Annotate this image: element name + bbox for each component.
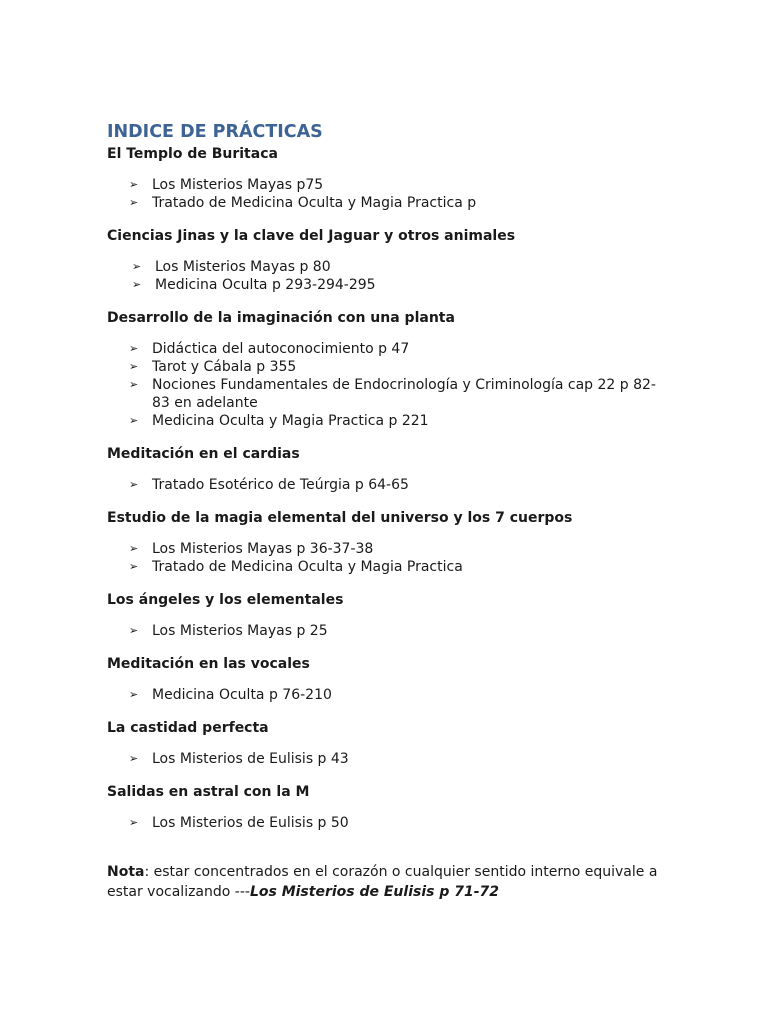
arrowhead-bullet-icon: ➢ bbox=[129, 342, 139, 355]
list-item: ➢ Tratado Esotérico de Teúrgia p 64-65 bbox=[129, 477, 409, 493]
arrowhead-bullet-icon: ➢ bbox=[129, 196, 139, 209]
list-item: ➢ Los Misterios Mayas p 36-37-38 bbox=[129, 541, 374, 557]
arrowhead-bullet-icon: ➢ bbox=[129, 378, 139, 391]
reference-list bbox=[107, 814, 667, 832]
arrowhead-bullet-icon: ➢ bbox=[129, 560, 139, 573]
section-heading: Salidas en astral con la M bbox=[107, 784, 310, 800]
section-heading: Meditación en las vocales bbox=[107, 656, 310, 672]
list-item: ➢ Tratado de Medicina Oculta y Magia Practica p bbox=[129, 195, 477, 211]
note-reference: Los Misterios de Eulisis p 71-72 bbox=[249, 884, 500, 900]
list-item: ➢ Los Misterios Mayas p 80 bbox=[132, 259, 331, 275]
section-2 bbox=[107, 308, 667, 444]
list-item: ➢ Tarot y Cábala p 355 bbox=[129, 359, 297, 375]
arrowhead-bullet-icon: ➢ bbox=[132, 278, 142, 291]
arrowhead-bullet-icon: ➢ bbox=[129, 542, 139, 555]
arrowhead-bullet-icon: ➢ bbox=[129, 624, 139, 637]
arrowhead-bullet-icon: ➢ bbox=[129, 178, 139, 191]
section-heading: Desarrollo de la imaginación con una planta bbox=[107, 310, 455, 326]
reference-list bbox=[107, 176, 667, 212]
arrowhead-bullet-icon: ➢ bbox=[129, 360, 139, 373]
arrowhead-bullet-icon: ➢ bbox=[129, 688, 139, 701]
reference-list bbox=[107, 340, 667, 430]
note-text: : estar concentrados en el corazón o cualquier sentido interno equivale a estar vocalizando --- bbox=[107, 864, 658, 900]
reference-list bbox=[107, 686, 667, 704]
reference-list bbox=[107, 540, 667, 576]
list-item: ➢ Nociones Fundamentales de Endocrinología y Criminología cap 22 p 82-83 en adelante bbox=[129, 377, 656, 411]
reference-list bbox=[107, 476, 667, 494]
arrowhead-bullet-icon: ➢ bbox=[129, 816, 139, 829]
note-paragraph bbox=[107, 862, 667, 902]
section-8 bbox=[107, 782, 667, 862]
reference-list bbox=[107, 750, 667, 768]
section-0 bbox=[107, 144, 667, 226]
note-label: Nota bbox=[107, 864, 145, 880]
section-7 bbox=[107, 718, 667, 782]
reference-list bbox=[107, 258, 667, 294]
list-item: ➢ Tratado de Medicina Oculta y Magia Practica bbox=[129, 559, 463, 575]
list-item: ➢ Medicina Oculta y Magia Practica p 221 bbox=[129, 413, 429, 429]
reference-list bbox=[107, 622, 667, 640]
section-heading: Estudio de la magia elemental del universo y los 7 cuerpos bbox=[107, 510, 573, 526]
section-heading: La castidad perfecta bbox=[107, 720, 269, 736]
arrowhead-bullet-icon: ➢ bbox=[129, 414, 139, 427]
arrowhead-bullet-icon: ➢ bbox=[132, 260, 142, 273]
list-item: ➢ Los Misterios de Eulisis p 43 bbox=[129, 751, 349, 767]
list-item: ➢ Medicina Oculta p 293-294-295 bbox=[132, 277, 376, 293]
list-item: ➢ Los Misterios Mayas p 25 bbox=[129, 623, 328, 639]
arrowhead-bullet-icon: ➢ bbox=[129, 478, 139, 491]
list-item: ➢ Los Misterios Mayas p75 bbox=[129, 177, 324, 193]
section-4 bbox=[107, 508, 667, 590]
section-1 bbox=[107, 226, 667, 308]
section-heading: El Templo de Buritaca bbox=[107, 146, 278, 162]
list-item: ➢ Los Misterios de Eulisis p 50 bbox=[129, 815, 349, 831]
list-item: ➢ Medicina Oculta p 76-210 bbox=[129, 687, 332, 703]
section-3 bbox=[107, 444, 667, 508]
document-title: INDICE DE PRÁCTICAS bbox=[107, 122, 323, 142]
section-heading: Meditación en el cardias bbox=[107, 446, 300, 462]
list-item: ➢ Didáctica del autoconocimiento p 47 bbox=[129, 341, 410, 357]
arrowhead-bullet-icon: ➢ bbox=[129, 752, 139, 765]
section-6 bbox=[107, 654, 667, 718]
section-heading: Los ángeles y los elementales bbox=[107, 592, 344, 608]
document-page bbox=[107, 120, 667, 902]
section-5 bbox=[107, 590, 667, 654]
section-heading: Ciencias Jinas y la clave del Jaguar y otros animales bbox=[107, 228, 516, 244]
